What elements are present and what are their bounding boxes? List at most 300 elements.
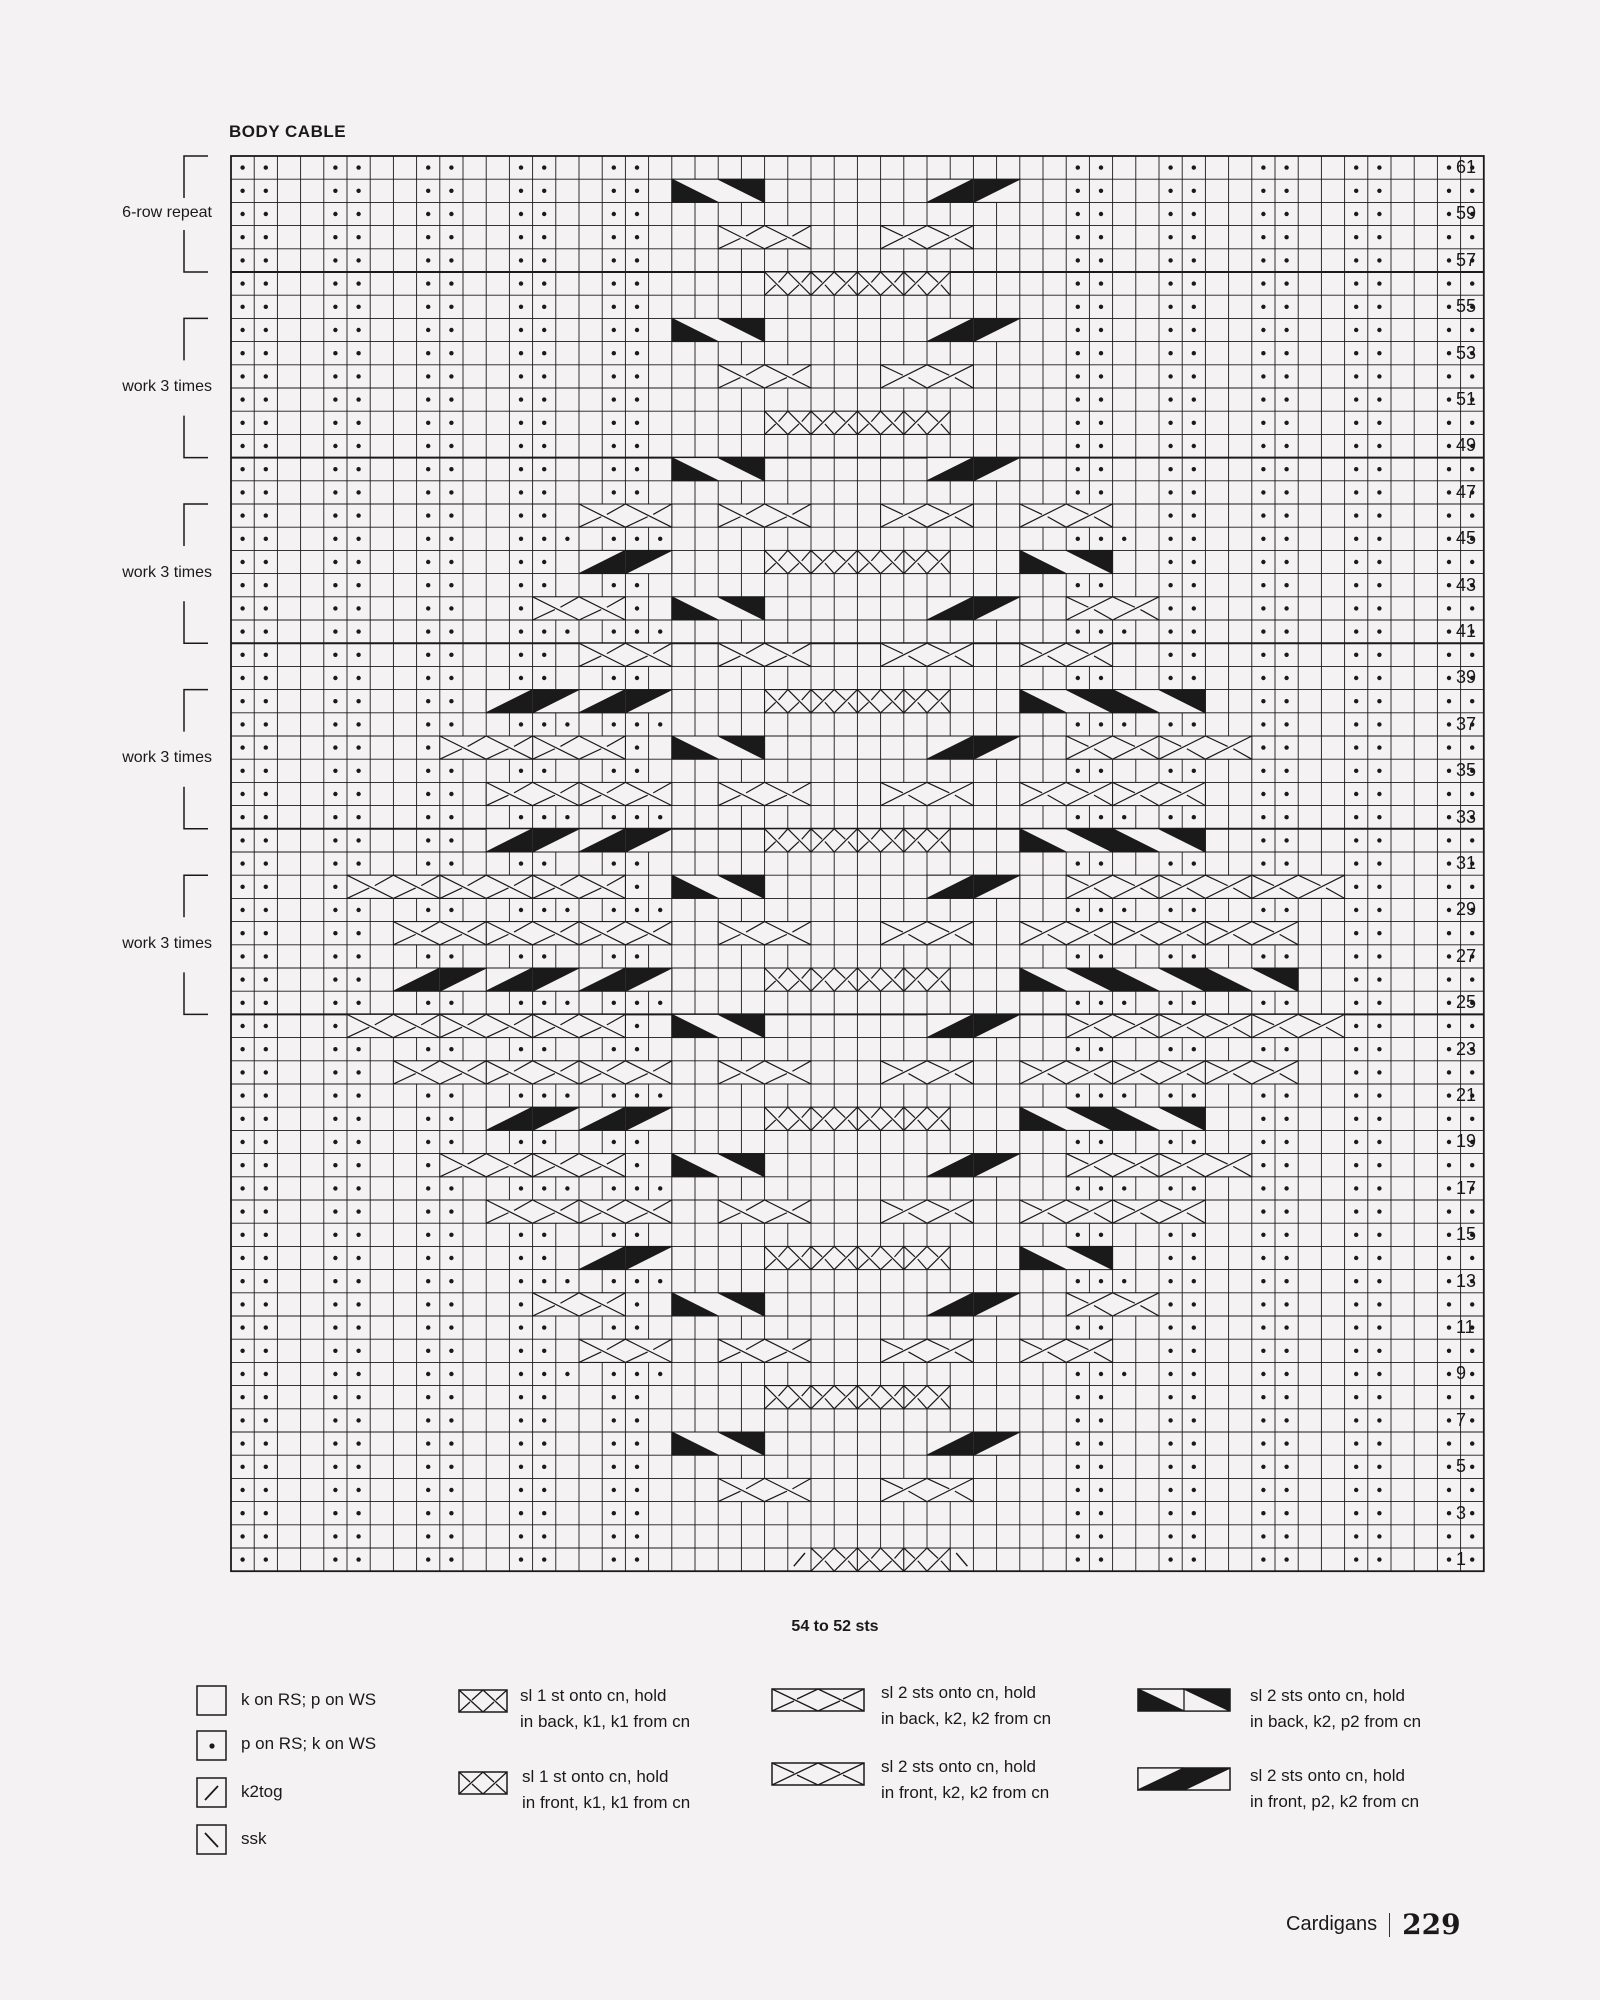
purl-dot	[1099, 1534, 1103, 1538]
purl-dot	[449, 165, 453, 169]
purl-dot	[635, 1233, 639, 1237]
purl-dot	[1447, 931, 1451, 935]
purl-dot	[519, 1557, 523, 1561]
purl-dot	[635, 769, 639, 773]
cable-1-1-front-icon	[458, 1771, 510, 1797]
purl-dot	[519, 1441, 523, 1445]
purl-dot	[1377, 467, 1381, 471]
purl-dot	[1354, 1186, 1358, 1190]
purl-dot	[519, 1534, 523, 1538]
purl-dot	[1284, 1302, 1288, 1306]
purl-dot	[264, 537, 268, 541]
cable-cell	[1113, 1200, 1206, 1223]
purl-dot	[1377, 374, 1381, 378]
purl-dot	[1377, 1349, 1381, 1353]
purl-dot	[1168, 1372, 1172, 1376]
purl-dot	[1261, 769, 1265, 773]
purl-dot	[356, 305, 360, 309]
cable-cell	[718, 922, 811, 945]
purl-dot	[1284, 1395, 1288, 1399]
purl-dot	[264, 769, 268, 773]
purl-dot	[264, 1465, 268, 1469]
purl-dot	[1284, 792, 1288, 796]
legend-text-k2tog: k2tog	[241, 1782, 283, 1801]
purl-dot	[1470, 1117, 1474, 1121]
purl-dot	[542, 305, 546, 309]
purl-dot	[1470, 931, 1474, 935]
cable-cell	[1159, 875, 1252, 898]
purl-dot	[449, 397, 453, 401]
purl-dot	[1192, 1001, 1196, 1005]
cable-cell	[533, 1293, 626, 1316]
purl-dot	[1447, 1325, 1451, 1329]
cable-cell	[393, 922, 486, 945]
purl-dot	[1076, 1140, 1080, 1144]
purl-dot	[1354, 189, 1358, 193]
purl-dot	[1377, 838, 1381, 842]
cable-cell	[1020, 1200, 1113, 1223]
purl-dot	[264, 1418, 268, 1422]
purl-dot	[264, 1511, 268, 1515]
purl-dot	[1076, 1047, 1080, 1051]
purl-dot	[1099, 212, 1103, 216]
purl-dot	[240, 305, 244, 309]
purl-dot	[426, 1256, 430, 1260]
cable-cell	[718, 504, 811, 527]
row-number: 43	[1456, 574, 1477, 595]
purl-dot	[612, 954, 616, 958]
cable-cell	[579, 504, 672, 527]
purl-dot	[1122, 722, 1126, 726]
purl-dot	[1284, 467, 1288, 471]
purl-dot	[1377, 421, 1381, 425]
purl-dot	[264, 444, 268, 448]
purl-dot	[426, 861, 430, 865]
purl-dot	[1099, 676, 1103, 680]
purl-dot	[1377, 629, 1381, 633]
row-number: 27	[1456, 945, 1477, 966]
purl-dot	[1261, 838, 1265, 842]
purl-dot	[519, 467, 523, 471]
purl-dot	[1284, 444, 1288, 448]
purl-dot	[1168, 397, 1172, 401]
cable-cell	[1205, 1061, 1298, 1084]
purl-dot	[1099, 258, 1103, 262]
purl-dot	[1447, 1302, 1451, 1306]
purl-dot	[1447, 1070, 1451, 1074]
purl-dot	[426, 722, 430, 726]
cable-cell	[765, 1386, 811, 1409]
cable-2-2-front-purl-icon	[1137, 1767, 1233, 1793]
purl-dot	[1377, 1279, 1381, 1283]
purl-dot	[333, 676, 337, 680]
cable-cell	[811, 1386, 857, 1409]
purl-dot	[1192, 1279, 1196, 1283]
purl-dot	[1354, 1209, 1358, 1213]
purl-dot	[1261, 235, 1265, 239]
purl-dot	[542, 328, 546, 332]
purl-dot	[1470, 1511, 1474, 1515]
purl-dot	[264, 467, 268, 471]
bracket-top	[184, 504, 208, 546]
purl-dot	[333, 931, 337, 935]
purl-dot	[240, 1511, 244, 1515]
purl-dot	[1284, 258, 1288, 262]
cable-cell	[904, 690, 950, 713]
purl-dot	[1377, 1163, 1381, 1167]
purl-dot	[1377, 444, 1381, 448]
purl-dot	[333, 397, 337, 401]
purl-dot	[1354, 1511, 1358, 1515]
purl-dot	[1261, 351, 1265, 355]
purl-dot	[1076, 490, 1080, 494]
purl-dot	[426, 560, 430, 564]
cable-cell	[881, 1061, 974, 1084]
purl-dot	[635, 1557, 639, 1561]
purl-dot	[542, 374, 546, 378]
purl-dot	[1076, 1001, 1080, 1005]
purl-dot	[1354, 977, 1358, 981]
purl-dot	[1284, 374, 1288, 378]
purl-dot	[1447, 1534, 1451, 1538]
purl-dot	[1192, 1256, 1196, 1260]
purl-dot	[449, 1093, 453, 1097]
purl-dot	[240, 490, 244, 494]
purl-dot	[1076, 258, 1080, 262]
purl-dot	[635, 676, 639, 680]
purl-dot	[1447, 699, 1451, 703]
purl-dot	[1192, 861, 1196, 865]
purl-dot	[1377, 653, 1381, 657]
purl-dot	[333, 1349, 337, 1353]
purl-dot	[356, 583, 360, 587]
purl-dot	[1076, 397, 1080, 401]
purl-dot	[1261, 745, 1265, 749]
purl-dot	[519, 1511, 523, 1515]
purl-dot	[1099, 629, 1103, 633]
purl-dot	[1470, 1070, 1474, 1074]
purl-dot	[426, 281, 430, 285]
purl-dot	[1284, 722, 1288, 726]
purl-dot	[542, 165, 546, 169]
purl-dot	[635, 583, 639, 587]
purl-dot	[1470, 1209, 1474, 1213]
purl-dot	[1470, 838, 1474, 842]
purl-dot	[565, 1001, 569, 1005]
purl-dot	[1377, 1001, 1381, 1005]
purl-dot	[1447, 722, 1451, 726]
purl-dot	[333, 908, 337, 912]
purl-dot	[240, 908, 244, 912]
purl-dot	[240, 653, 244, 657]
purl-dot	[519, 908, 523, 912]
row-number: 57	[1456, 249, 1477, 270]
purl-dot	[635, 1465, 639, 1469]
cable-cell	[881, 1478, 974, 1501]
purl-dot	[1168, 1279, 1172, 1283]
row-number: 41	[1456, 621, 1477, 641]
purl-dot	[426, 1047, 430, 1051]
purl-dot	[1192, 908, 1196, 912]
purl-dot	[333, 1070, 337, 1074]
purl-dot	[333, 328, 337, 332]
purl-dot	[449, 861, 453, 865]
purl-dot	[1284, 328, 1288, 332]
purl-dot	[542, 1441, 546, 1445]
purl-dot	[240, 885, 244, 889]
cable-cell	[881, 782, 974, 805]
purl-dot	[333, 1279, 337, 1283]
ssk-mark	[956, 1553, 967, 1566]
purl-dot	[1354, 374, 1358, 378]
purl-dot	[1377, 351, 1381, 355]
purl-dot	[635, 1441, 639, 1445]
purl-dot	[356, 351, 360, 355]
purl-dot	[333, 722, 337, 726]
cable-cell	[1113, 782, 1206, 805]
purl-dot	[426, 1349, 430, 1353]
purl-dot	[1122, 1279, 1126, 1283]
cable-cell	[579, 782, 672, 805]
purl-dot	[356, 397, 360, 401]
cable-cell	[857, 1548, 903, 1571]
row-number: 59	[1456, 203, 1477, 224]
purl-dot	[519, 629, 523, 633]
purl-dot	[519, 583, 523, 587]
purl-dot	[1076, 1534, 1080, 1538]
purl-dot	[449, 1349, 453, 1353]
purl-dot	[1354, 1256, 1358, 1260]
purl-dot	[240, 421, 244, 425]
purl-dot	[1261, 467, 1265, 471]
cable-cell	[718, 1200, 811, 1223]
purl-dot	[449, 1395, 453, 1399]
legend-text-cable-2-2-back-purl: sl 2 sts onto cn, hold in back, k2, p2 from cn	[1250, 1686, 1422, 1731]
cable-2-2-back-icon	[771, 1688, 867, 1714]
cable-cell	[811, 1107, 857, 1130]
purl-dot	[449, 1186, 453, 1190]
purl-dot	[1122, 1001, 1126, 1005]
purl-dot	[542, 560, 546, 564]
purl-dot	[1377, 769, 1381, 773]
bracket-label: 6-row repeat	[122, 204, 212, 221]
purl-dot	[1192, 1186, 1196, 1190]
purl-dot	[542, 467, 546, 471]
section-name: Cardigans	[1286, 1912, 1378, 1935]
purl-dot	[333, 653, 337, 657]
purl-dot	[1354, 1070, 1358, 1074]
cable-cell	[1252, 1014, 1345, 1037]
purl-dot	[1447, 328, 1451, 332]
purl-dot	[264, 1441, 268, 1445]
purl-dot	[333, 1465, 337, 1469]
purl-dot	[1284, 1163, 1288, 1167]
legend-text-cable-1-1-front: sl 1 st onto cn, hold in front, k1, k1 from cn	[522, 1767, 691, 1812]
purl-dot	[449, 1557, 453, 1561]
purl-dot	[1076, 722, 1080, 726]
purl-dot	[1099, 328, 1103, 332]
purl-dot	[356, 1441, 360, 1445]
purl-dot	[1261, 1441, 1265, 1445]
purl-dot	[1284, 745, 1288, 749]
purl-dot	[264, 165, 268, 169]
purl-dot	[356, 1488, 360, 1492]
purl-dot	[240, 861, 244, 865]
cable-cell	[811, 1548, 857, 1571]
purl-dot	[449, 954, 453, 958]
chart-grid	[231, 156, 1484, 1571]
purl-dot	[542, 908, 546, 912]
cable-cell	[1020, 922, 1113, 945]
purl-dot	[519, 769, 523, 773]
purl-dot	[1354, 629, 1358, 633]
legend-text-knit: k on RS; p on WS	[241, 1690, 377, 1709]
purl-dot	[1076, 1441, 1080, 1445]
cable-cell	[881, 643, 974, 666]
purl-dot	[1377, 305, 1381, 309]
purl-dot	[635, 351, 639, 355]
purl-dot	[1122, 908, 1126, 912]
purl-dot	[449, 1233, 453, 1237]
purl-dot	[449, 305, 453, 309]
purl-dot	[1447, 189, 1451, 193]
purl-dot	[240, 1163, 244, 1167]
purl-dot	[1099, 374, 1103, 378]
purl-dot	[1192, 374, 1196, 378]
purl-dot	[426, 1534, 430, 1538]
cable-cell	[1020, 782, 1113, 805]
purl-dot	[240, 397, 244, 401]
purl-dot	[1261, 1093, 1265, 1097]
purl-dot	[1122, 1372, 1126, 1376]
purl-dot	[1470, 1534, 1474, 1538]
stitch-count-label: 54 to 52 sts	[791, 1618, 879, 1635]
purl-dot	[1261, 815, 1265, 819]
purl-dot	[1099, 1186, 1103, 1190]
purl-dot	[1284, 165, 1288, 169]
purl-dot	[1192, 815, 1196, 819]
purl-dot	[542, 676, 546, 680]
cable-2-2-front-icon	[771, 1762, 867, 1788]
purl-dot	[1284, 954, 1288, 958]
purl-dot	[1354, 1024, 1358, 1028]
purl-dot	[612, 676, 616, 680]
purl-dot	[449, 1117, 453, 1121]
purl-dot	[519, 351, 523, 355]
purl-dot	[1354, 1233, 1358, 1237]
purl-dot	[1122, 1186, 1126, 1190]
purl-dot	[356, 629, 360, 633]
purl-dot	[333, 1488, 337, 1492]
purl-dot	[1168, 537, 1172, 541]
purl-dot	[333, 235, 337, 239]
purl-dot	[612, 351, 616, 355]
purl-dot	[519, 328, 523, 332]
purl-dot	[519, 258, 523, 262]
cable-cell	[347, 875, 440, 898]
row-number: 35	[1456, 760, 1477, 781]
purl-dot	[565, 1372, 569, 1376]
purl-dot	[449, 1279, 453, 1283]
purl-dot	[426, 908, 430, 912]
purl-dot	[240, 1418, 244, 1422]
purl-dot	[519, 560, 523, 564]
purl-dot	[1284, 653, 1288, 657]
purl-dot	[542, 397, 546, 401]
purl-dot	[264, 1395, 268, 1399]
purl-dot	[612, 1186, 616, 1190]
purl-dot	[1261, 397, 1265, 401]
purl-dot	[264, 1302, 268, 1306]
purl-dot	[1284, 699, 1288, 703]
purl-dot	[1192, 1302, 1196, 1306]
purl-dot	[542, 1511, 546, 1515]
purl-dot	[1192, 513, 1196, 517]
purl-dot	[264, 1534, 268, 1538]
purl-dot-icon	[196, 1730, 228, 1762]
purl-dot	[519, 1302, 523, 1306]
purl-dot	[1377, 583, 1381, 587]
purl-dot	[519, 374, 523, 378]
row-number: 33	[1456, 806, 1477, 827]
purl-dot	[1284, 235, 1288, 239]
purl-dot	[1192, 189, 1196, 193]
purl-dot	[1377, 1557, 1381, 1561]
purl-dot	[1261, 583, 1265, 587]
purl-dot	[1284, 769, 1288, 773]
purl-dot	[356, 1186, 360, 1190]
purl-dot	[333, 1511, 337, 1515]
purl-dot	[356, 165, 360, 169]
purl-dot	[1284, 1372, 1288, 1376]
purl-dot	[356, 606, 360, 610]
purl-dot	[356, 722, 360, 726]
purl-dot	[356, 861, 360, 865]
purl-dot	[356, 1302, 360, 1306]
purl-dot	[240, 1395, 244, 1399]
purl-dot	[1447, 351, 1451, 355]
purl-dot	[426, 1117, 430, 1121]
cable-cell	[440, 736, 533, 759]
purl-dot	[1076, 1279, 1080, 1283]
purl-dot	[1470, 1395, 1474, 1399]
cable-cell	[347, 1014, 440, 1037]
purl-dot	[426, 1093, 430, 1097]
purl-dot	[1168, 583, 1172, 587]
purl-dot	[1168, 606, 1172, 610]
purl-dot	[333, 1001, 337, 1005]
purl-dot	[1261, 653, 1265, 657]
purl-dot	[519, 1395, 523, 1399]
purl-dot	[333, 745, 337, 749]
purl-dot	[1354, 1534, 1358, 1538]
purl-dot	[519, 165, 523, 169]
purl-dot	[1377, 1256, 1381, 1260]
purl-dot	[635, 1372, 639, 1376]
purl-dot	[356, 421, 360, 425]
purl-dot	[1168, 560, 1172, 564]
purl-dot	[1261, 258, 1265, 262]
purl-dot	[1354, 815, 1358, 819]
purl-dot	[612, 1441, 616, 1445]
purl-dot	[449, 1047, 453, 1051]
purl-dot	[1261, 699, 1265, 703]
purl-dot	[333, 165, 337, 169]
purl-dot	[449, 490, 453, 494]
purl-dot	[542, 1093, 546, 1097]
purl-dot	[1284, 1117, 1288, 1121]
purl-dot	[1354, 560, 1358, 564]
